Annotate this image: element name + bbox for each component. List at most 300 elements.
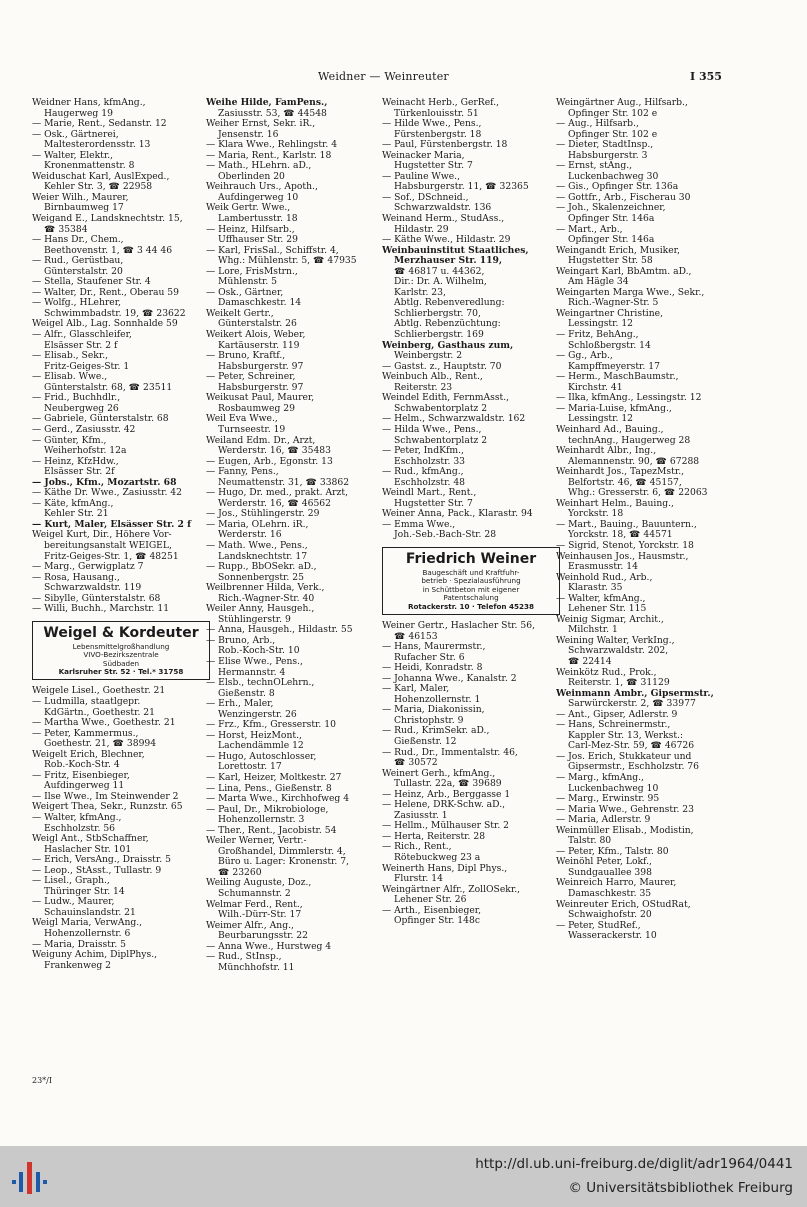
directory-entry-line: Hugstetter Str. 58 [568,256,653,267]
directory-entry-line: — Hans, Maurermstr., [382,642,486,653]
directory-entry-line: Opfinger Str. 102 e [568,108,658,119]
directory-entry-line: — Anna, Hausgeh., Hildastr. 55 [206,625,353,636]
directory-entry-line: Birnbaumweg 17 [44,203,124,214]
directory-entry-line: Weinbauinstitut Staatliches, [382,245,529,256]
directory-entry-line: — Käthe Wwe., Hildastr. 29 [382,235,511,246]
directory-entry-line: Wenzingerstr. 26 [218,709,297,720]
directory-entry-line: — Rud., kfmAng., [382,467,464,478]
directory-entry-line: Weinhard Ad., Bauing., [556,424,664,435]
directory-entry-line: — Hans Dr., Chem., [32,235,124,246]
ad-title: Friedrich Weiner [405,550,537,567]
advertisement-box [32,621,210,681]
directory-entry-line: Wilh.-Dürr-Str. 17 [218,910,302,921]
directory-entry-line: Weingandt Erich, Musiker, [556,245,680,256]
directory-entry-line: Schauinslandstr. 21 [44,907,136,918]
directory-entry-line: Schwaighofstr. 20 [568,910,652,921]
directory-entry-line: — Peter, IndKfm., [382,446,464,457]
ad-line: betrieb · Spezialausführung [421,576,521,586]
directory-entry-line: Opfinger Str. 148c [394,916,480,927]
ad-title: Weigel & Kordeuter [43,624,199,641]
directory-entry-line: Weinkötz Rud., Prok., [556,667,657,678]
directory-entry-line: Kronenmattenstr. 8 [44,161,135,172]
directory-entry-line: Weinhart Helm., Bauing., [556,498,674,509]
directory-entry-line: Türkenlouisstr. 51 [394,108,479,119]
directory-entry-line: Lehener Str. 115 [568,604,647,615]
directory-entry-line: Kehler Str. 3, ☎ 22958 [44,182,153,193]
directory-entry-line: — Herm., MaschBaumstr., [556,372,679,383]
directory-entry-line: Erasmusstr. 14 [568,562,638,573]
directory-entry-line: Lambertusstr. 18 [218,214,298,225]
directory-entry-line: — Kurt, Maler, Elsässer Str. 2 f [32,519,192,530]
directory-entry-line: Weigelt Erich, Blechner, [32,749,145,760]
directory-entry-line: — Rich., Rent., [382,842,452,853]
directory-entry-line: Weiling Auguste, Doz., [206,878,312,889]
directory-entry-line: Fritz-Geiges-Str. 1, ☎ 48251 [44,551,179,562]
directory-entry-line: Weinhardt Albr., Ing., [556,446,657,457]
directory-entry-line: Damaschkestr. 35 [568,889,652,900]
directory-entry-line: — Marta Wwe., Kirchhofweg 4 [206,794,350,805]
directory-entry-line: Tullastr. 22a, ☎ 39689 [394,779,502,790]
directory-entry-line: Opfinger Str. 146a [568,235,655,246]
directory-entry-line: Weiler Anny, Hausgeh., [206,604,315,615]
directory-entry-line: — Math. Wwe., Pens., [206,540,308,551]
directory-entry-line: Weilbrenner Hilda, Verk., [206,583,325,594]
directory-entry-line: Weinacker Maria, [382,150,465,161]
directory-entry-line: — Ludw., Maurer, [32,897,115,908]
directory-entry-line: — Hilde Wwe., Pens., [382,119,482,130]
directory-entry-line: Eschholzstr. 48 [394,477,466,488]
directory-entry-line: Schwarzwaldstr. 119 [44,583,142,594]
directory-entry-line: Büro u. Lager: Kronenstr. 7, [218,857,350,868]
directory-entry-line: Schwabentorplatz 2 [394,435,488,446]
directory-entry-line: — Erh., Maler, [206,699,274,710]
directory-entry-line: — Frz., Kfm., Gresserstr. 10 [206,720,336,731]
directory-entry-line: Fürstenbergstr. 18 [394,129,482,140]
directory-entry-line: Yorckstr. 18, ☎ 44571 [568,530,673,541]
directory-entry-line: Luckenbachweg 30 [568,171,659,182]
directory-entry-line: Stühlingerstr. 9 [218,614,291,625]
directory-entry-line: — Erich, VersAng., Draisstr. 5 [32,855,171,866]
directory-entry-line: — Aug., Hilfsarb., [556,119,639,130]
directory-entry-line: — Walter, Elektr., [32,150,114,161]
directory-entry-line: Weihrauch Urs., Apoth., [206,182,318,193]
directory-entry-line: Rosbaumweg 29 [218,403,295,414]
directory-entry-line: — Gabriele, Günterstalstr. 68 [32,414,169,425]
directory-entry-line: Elsässer Str. 2f [44,467,115,478]
directory-entry-line: Haugerweg 19 [44,108,113,119]
directory-entry-line: — Sigrid, Stenot, Yorckstr. 18 [556,540,694,551]
directory-entry-line: — Ilka, kfmAng., Lessingstr. 12 [556,393,702,404]
directory-entry-line: — Heinz, Hilfsarb., [206,224,295,235]
directory-entry-line: — Jos. Erich, Stukkateur und [556,751,692,762]
directory-entry-line: Abtlg. Rebenzüchtung: [394,319,501,330]
directory-entry-line: Werderstr. 16 [218,530,282,541]
ad-line: in Schüttbeton mit eigener [422,584,520,594]
directory-entry-line: — Karl, Heizer, Moltkestr. 27 [206,773,342,783]
directory-entry-line: Habsburgerstr. 11, ☎ 32365 [394,182,529,193]
directory-entry-line: Gießenstr. 12 [394,737,457,748]
directory-entry-line: Weikelt Gertr., [206,308,274,319]
directory-entry-line: Lehener Str. 26 [394,895,467,906]
directory-entry-line: Eschholzstr. 56 [44,823,116,834]
directory-entry-line: — Frid., Buchhdlr., [32,393,121,404]
directory-entry-line: — Herta, Reiterstr. 28 [382,831,486,842]
directory-entry-line: Günterstalstr. 26 [218,319,297,330]
directory-entry-line: Belfortstr. 46, ☎ 45157, [568,477,682,488]
directory-entry-line: Whg.: Mühlenstr. 5, ☎ 47935 [218,256,357,267]
directory-entry-line: — Gottfr., Arb., Fischerau 30 [556,192,691,203]
directory-entry-line: Lorettostr. 17 [218,762,282,773]
directory-entry-line: — Osk., Gärtnerei, [32,129,119,140]
column-1 [32,98,212,971]
directory-entry-line: — Rud., Dr., Immentalstr. 46, [382,747,518,758]
directory-entry-line: — Hilda Wwe., Pens., [382,424,482,435]
page-number: I 355 [690,70,722,83]
directory-entry-line: Hugstetter Str. 7 [394,161,473,172]
directory-entry-line: Weigel Alb., Lag. Sonnhalde 59 [32,319,178,330]
directory-entry-line: — Heinz, KfzHdw., [32,456,119,467]
directory-entry-line: — Lina, Pens., Gießenstr. 8 [206,783,332,794]
column-3 [382,98,562,927]
directory-entry-line: Thüringer Str. 14 [44,886,125,897]
directory-entry-line: Weinhardt Jos., TapezMstr., [556,467,685,478]
directory-entry-line: — Maria-Luise, kfmAng., [556,403,672,414]
directory-entry-line: Sundgauallee 398 [568,867,652,878]
directory-entry-line: — Helene, DRK-Schw. aD., [382,800,506,811]
directory-entry-line: — Peter, Kfm., Talstr. 80 [556,846,669,857]
directory-entry-line: Oberlinden 20 [218,171,285,182]
directory-entry-line: — Marg., Erwinstr. 95 [556,794,660,805]
directory-entry-line: bereitungsanstalt WEIGEL, [44,540,172,551]
directory-entry-line: Weik Gertr. Wwe., [206,203,291,214]
ad-line: Patentschalung [443,593,499,603]
directory-entry-line: — Maria, Draisstr. 5 [32,939,127,950]
directory-entry-line: Weinerth Hans, Dipl Phys., [382,863,508,874]
page-header [0,70,807,90]
directory-entry-line: Alemannenstr. 90, ☎ 67288 [568,456,700,467]
directory-entry-line: Günterstalstr. 68, ☎ 23511 [44,382,173,393]
directory-entry-line: Fritz-Geiges-Str. 1 [44,361,130,372]
copyright-notice: © Universitätsbibliothek Freiburg [568,1180,793,1196]
directory-entry-line: Weingarten Marga Wwe., Sekr., [556,287,705,298]
ad-line: Baugeschäft und Kraftfuhr- [422,567,520,577]
directory-entry-line: Weiduschat Karl, AuslExped., [32,171,170,182]
directory-entry-line: — Rupp., BbOSekr. aD., [206,562,317,573]
directory-entry-line: — Gg., Arb., [556,351,613,362]
ad-line: Südbaden [102,658,140,668]
directory-entry-line: Whg.: Gresserstr. 6, ☎ 22063 [568,488,708,499]
directory-entry-line: Lachendämmle 12 [218,741,304,752]
directory-entry-line: Frankenweg 2 [44,960,112,971]
directory-entry-line: Zasiusstr. 53, ☎ 44548 [218,108,327,119]
column-2 [206,98,386,973]
directory-entry-line: Weinbergstr. 2 [394,351,463,362]
directory-entry-line: — Elsb., technOLehrn., [206,678,315,689]
directory-entry-line: Karlstr. 23, [394,287,446,298]
directory-entry-line: — Maria, Adlerstr. 9 [556,815,651,826]
footer-bar [0,1146,807,1207]
directory-entry-line: Weigl Ant., StbSchaffner, [32,834,149,845]
directory-entry-line: — Helm., Schwarzwaldstr. 162 [382,414,526,425]
directory-entry-line: — Lisel., Graph., [32,876,110,887]
directory-entry-line: Kehler Str. 21 [44,509,109,520]
directory-entry-line: Dir.: Dr. A. Wilhelm, [394,277,487,288]
directory-entry-line: KdGärtn., Goethestr. 21 [44,707,155,718]
directory-entry-line: Jensenstr. 16 [218,129,279,140]
directory-entry-line: Rich.-Wagner-Str. 40 [218,593,315,604]
directory-entry-line: Weiherhofstr. 12a [44,446,127,457]
directory-entry-line: Weindl Mart., Rent., [382,488,477,499]
directory-entry-line: — Bruno, Kraftf., [206,351,286,362]
directory-entry-line: Neumattenstr. 31, ☎ 33862 [218,477,350,488]
directory-entry-line: — Käthe Dr. Wwe., Zasiusstr. 42 [32,488,182,499]
directory-entry-line: Weidner Hans, kfmAng., [32,98,146,108]
directory-entry-line: Mühlenstr. 5 [218,277,278,288]
directory-entry-line: Aufdingerweg 11 [44,781,125,792]
directory-entry-line: — Karl, Maler, [382,684,450,695]
directory-entry-line: Weingärtner Aug., Hilfsarb., [556,98,688,108]
directory-entry-line: — Hugo, Dr. med., prakt. Arzt, [206,488,349,499]
directory-entry-line: — Fritz, BehAng., [556,330,639,341]
directory-entry-line: — Lore, FrisMstrn., [206,266,298,277]
directory-entry-line: Habsburgerstr. 97 [218,361,304,372]
directory-entry-line: — Ludmilla, staatlgepr. [32,696,141,707]
library-logo-icon [10,1158,50,1198]
directory-entry-line: Hildastr. 29 [394,224,449,235]
directory-entry-line: — Gis., Opfinger Str. 136a [556,182,679,193]
directory-entry-line: Lessingstr. 12 [568,414,634,425]
directory-entry-line: Sarwürckerstr. 2, ☎ 33977 [568,699,696,710]
directory-entry-line: — Maria, OLehrn. iR., [206,519,309,530]
directory-entry-line: — Stella, Staufener Str. 4 [32,277,151,288]
directory-entry-line: Weinhausen Jos., Hausmstr., [556,551,689,562]
directory-entry-line: — Elise Wwe., Pens., [206,656,303,667]
directory-entry-line: Joh.-Seb.-Bach-Str. 28 [394,530,497,541]
directory-entry-line: Rufacher Str. 6 [394,652,465,663]
directory-entry-line: — Mart., Bauing., Bauuntern., [556,519,697,530]
directory-entry-line: Weinreuter Erich, OStudRat, [556,899,691,910]
directory-entry-line: Weinbuch Alb., Rent., [382,372,483,383]
directory-entry-line: — Johanna Wwe., Kanalstr. 2 [382,673,517,684]
printer-signature: 23*/I [32,1076,53,1085]
directory-entry-line: Weinert Gerh., kfmAng., [382,768,496,779]
directory-entry-line: Weiner Anna, Pack., Klarastr. 94 [382,509,533,520]
directory-entry-line: ☎ 35384 [44,224,88,235]
directory-entry-line: Rötebuckweg 23 a [394,853,481,864]
directory-entry-line: — Ther., Rent., Jacobistr. 54 [206,825,337,836]
directory-entry-line: Merzhauser Str. 119, [394,256,503,267]
directory-entry-line: — Sibylle, Günterstalstr. 68 [32,593,161,604]
directory-entry-line: ☎ 46817 u. 44362, [394,266,485,277]
directory-entry-line: Hermannstr. 4 [218,667,286,678]
directory-entry-line: Kampffmeyerstr. 17 [568,361,660,372]
directory-entry-line: Carl-Mez-Str. 59, ☎ 46726 [568,741,695,752]
directory-entry-line: Weinmann Ambr., Gipsermstr., [556,688,714,699]
directory-entry-line: Schwimmbadstr. 19, ☎ 23622 [44,308,186,319]
directory-entry-line: Goethestr. 21, ☎ 38994 [44,739,157,750]
directory-entry-line: Weikert Alois, Weber, [206,330,306,341]
directory-entry-line: Schwarzwaldstr. 202, [568,646,669,657]
directory-entry-line: — Heinz, Arb., Berggasse 1 [382,789,511,800]
directory-entry-line: Neubergweg 26 [44,403,119,414]
directory-entry-line: — Hans, Schreinermstr., [556,720,671,731]
directory-entry-line: Weingärtner Alfr., ZollOSekr., [382,884,521,895]
directory-entry-line: Günterstalstr. 20 [44,266,123,277]
directory-entry-line: — Rud., Gerüstbau, [32,256,124,267]
directory-entry-line: Hohenzollernstr. 6 [44,929,131,939]
directory-entry-line: — Martha Wwe., Goethestr. 21 [32,718,176,729]
directory-entry-line: Reiterstr. 23 [394,382,453,393]
directory-entry-line: — Marg., Gerwigplatz 7 [32,562,144,573]
directory-entry-line: Weining Walter, VerkIng., [556,635,675,646]
directory-entry-line: Haslacher Str. 101 [44,844,132,855]
directory-entry-line: Weigl Maria, VerwAng., [32,918,143,929]
directory-entry-line: — Rosa, Hausang., [32,572,120,583]
directory-entry-line: — Günter, Kfm., [32,435,107,446]
directory-entry-line: — Marg., kfmAng., [556,773,644,783]
directory-entry-line: — Bruno, Arb., [206,635,276,646]
directory-entry-line: Schloßbergstr. 14 [568,340,651,351]
directory-entry-line: — Elisab. Wwe., [32,372,108,383]
directory-entry-line: Weimer Alfr., Ang., [206,920,294,931]
running-title: Weidner — Weinreuter [318,70,449,83]
directory-entry-line: Weikusat Paul, Maurer, [206,393,315,404]
directory-entry-line: Weiner Gertr., Haslacher Str. 56, [382,621,535,631]
directory-entry-line: Uffhauser Str. 29 [218,235,298,246]
directory-entry-line: Kartäuserstr. 119 [218,340,300,351]
directory-entry-line: — Klara Wwe., Rehlingstr. 4 [206,140,338,151]
source-url-link[interactable]: http://dl.ub.uni-freiburg.de/diglit/adr1964/0441 [475,1156,793,1172]
directory-entry-line: — Sof., DSchneid., [382,192,469,203]
directory-entry-line: — Gerd., Zasiusstr. 42 [32,424,136,435]
directory-entry-line: Weiher Ernst, Sekr. iR., [206,119,316,130]
directory-entry-line: — Maria Wwe., Gehrenstr. 23 [556,804,694,815]
directory-entry-line: Milchstr. 1 [568,625,618,636]
directory-entry-line: Münchhofstr. 11 [218,962,295,973]
directory-entry-line: — Dieter, StadtInsp., [556,140,654,151]
directory-entry-line: Gipsermstr., Eschholzstr. 76 [568,762,699,773]
directory-entry-line: Sonnenbergstr. 25 [218,572,304,583]
directory-entry-line: — Jobs., Kfm., Mozartstr. 68 [32,477,177,488]
directory-entry-line: — Emma Wwe., [382,519,456,530]
directory-entry-line: Welmar Ferd., Rent., [206,899,303,910]
directory-entry-line: — Gastst. z., Hauptstr. 70 [382,361,502,372]
directory-entry-line: Weigel Kurt, Dir., Höhere Vor- [32,530,172,541]
directory-entry-line: Wasserackerstr. 10 [568,931,657,942]
directory-entry-line: Aufdingerweg 10 [218,192,299,203]
directory-entry-line: Weiler Werner, Vertr.- [206,836,307,847]
directory-entry-line: Gießenstr. 8 [218,688,275,699]
directory-entry-line: — Leop., StAsst., Tullastr. 9 [32,865,162,876]
directory-entry-line: — Math., HLehrn. aD., [206,161,312,172]
directory-entry-line: — Heidi, Konradstr. 8 [382,663,483,674]
directory-entry-line: — Joh., Skalenzeichner, [556,203,666,214]
directory-entry-line: Weigand E., Landsknechtstr. 15, [32,214,183,225]
directory-entry-line: Flurstr. 14 [394,874,443,885]
ad-line: VIVO-Bezirkszentrale [83,650,159,660]
directory-entry-line: — Eugen, Arb., Egonstr. 13 [206,456,333,467]
directory-entry-line: — Walter, kfmAng., [32,812,122,823]
directory-entry-line: — Walter, Dr., Rent., Oberau 59 [32,287,180,298]
directory-entry-line: — Ant., Gipser, Adlerstr. 9 [556,709,678,720]
directory-entry-line: Abtlg. Rebenveredlung: [394,298,505,309]
directory-entry-line: — Fanny, Pens., [206,467,279,478]
directory-entry-line: Klarastr. 35 [568,583,623,594]
directory-entry-line: Weingartner Christine, [556,308,663,319]
directory-entry-line: — Käte, kfmAng., [32,498,114,509]
directory-entry-line: ☎ 30572 [394,758,438,769]
directory-entry-line: Weindel Edith, FernmAsst., [382,393,510,404]
directory-entry-line: Rich.-Wagner-Str. 5 [568,298,659,309]
directory-entry-line: Weigele Lisel., Goethestr. 21 [32,686,166,697]
directory-entry-line: Werderstr. 16, ☎ 46562 [218,498,331,509]
directory-entry-line: — Peter, Kammermus., [32,728,139,739]
directory-entry-line: Zasiusstr. 1 [394,810,448,821]
directory-entry-line: Habsburgerstr. 97 [218,382,304,393]
directory-entry-line: — Mart., Arb., [556,224,623,235]
directory-entry-line: Hugstetter Str. 7 [394,498,473,509]
ad-line: Lebensmittelgroßhandlung [72,641,170,651]
directory-entry-line: — Alfr., Glasschleifer, [32,330,132,341]
directory-entry-line: — Arth., Eisenbieger, [382,905,482,916]
directory-entry-line: Opfinger Str. 102 e [568,129,658,140]
ad-line: Rotackerstr. 10 · Telefon 45238 [407,601,535,611]
directory-entry-line: Weihe Hilde, FamPens., [206,98,328,108]
directory-entry-line: — Peter, Schreiner, [206,372,296,383]
directory-entry-line: — Horst, HeizMont., [206,730,302,741]
directory-entry-line: Elsässer Str. 2 f [44,340,118,351]
directory-entry-line: Schwabentorplatz 2 [394,403,488,414]
directory-entry-line: — Rud., KrimSekr. aD., [382,726,490,737]
directory-entry-line: Rob.-Koch-Str. 4 [44,760,120,771]
advertisement-box [382,547,560,615]
directory-entry-line: Weiland Edm. Dr., Arzt, [206,435,316,446]
directory-entry-line: — Fritz, Eisenbieger, [32,770,130,781]
directory-entry-line: Weigert Thea, Sekr., Runzstr. 65 [32,802,183,813]
directory-entry-line: Yorckstr. 18 [568,509,624,520]
directory-entry-line: Hohenzollernstr. 1 [394,694,481,705]
directory-entry-line: — Ernst, stAng., [556,161,633,172]
directory-entry-line: — Walter, kfmAng., [556,593,646,604]
directory-entry-line: — Paul, Dr., Mikrobiologe, [206,804,329,815]
directory-entry-line: — Ilse Wwe., Im Steinwender 2 [32,791,179,802]
directory-entry-line: — Marie, Rent., Sedanstr. 12 [32,119,167,130]
column-4 [556,98,736,942]
ad-line: Karlsruher Str. 52 · Tel.* 31758 [58,667,184,677]
directory-entry-line: Rob.-Koch-Str. 10 [218,646,300,657]
directory-entry-line: Weinacht Herb., GerRef., [382,98,500,108]
directory-entry-line: Weingart Karl, BbAmtm. aD., [556,266,692,277]
directory-entry-line: Kappler Str. 13, Werkst.: [568,730,684,741]
directory-entry-line: Am Hägle 34 [568,277,629,288]
directory-entry-line: Christophstr. 9 [394,715,464,726]
directory-entry-line: — Pauline Wwe., [382,171,461,182]
directory-entry-line: Turnseestr. 19 [218,424,286,435]
directory-entry-line: Weil Eva Wwe., [206,414,278,425]
directory-entry-line: — Hellm., Mülhauser Str. 2 [382,821,509,832]
directory-entry-line: Weinreich Harro, Maurer, [556,878,677,889]
directory-entry-line: Eschholzstr. 33 [394,456,466,467]
directory-entry-line: Landsknechtstr. 17 [218,551,308,562]
directory-entry-line: Maltesterordensstr. 13 [44,140,151,151]
directory-entry-line: Beethovenstr. 1, ☎ 3 44 46 [44,245,173,256]
directory-entry-line: — Maria, Diakonissin, [382,705,485,716]
directory-entry-line: ☎ 22414 [568,656,612,667]
directory-entry-line: — Hugo, Autoschlosser, [206,751,317,762]
directory-entry-line: Weier Wilh., Maurer, [32,192,129,203]
directory-entry-line: ☎ 46153 [394,631,438,642]
directory-entry-line: Werderstr. 16, ☎ 35483 [218,446,331,457]
